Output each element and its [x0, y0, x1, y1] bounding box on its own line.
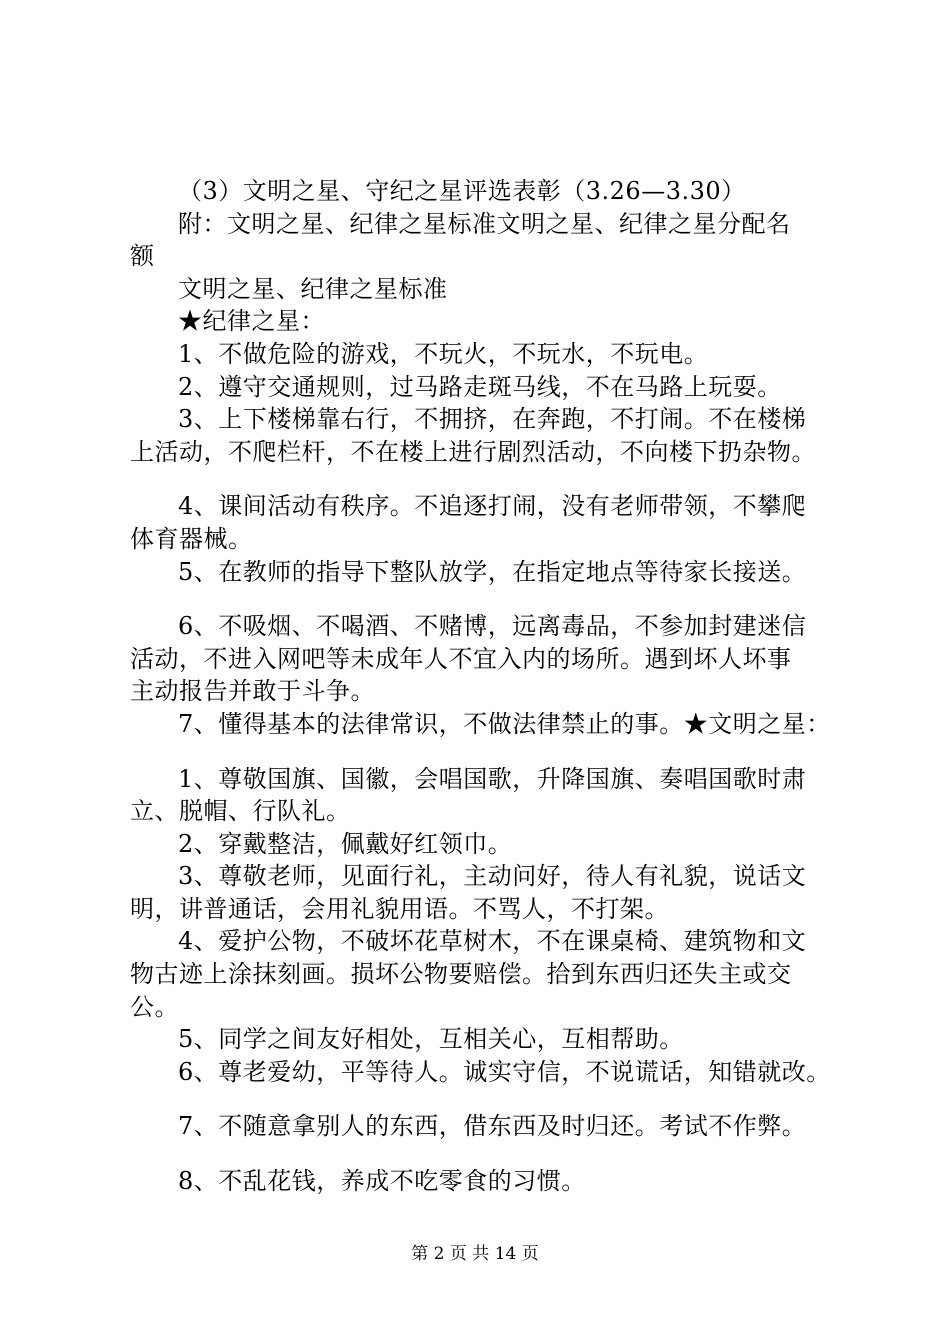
discipline-item-6-cont: 活动，不进入网吧等未成年人不宜入内的场所。遇到坏人坏事: [130, 644, 792, 673]
page-footer: 第 2 页 共 14 页: [411, 1244, 539, 1264]
paragraph-gap: [130, 1143, 845, 1165]
discipline-item-3-cont: 上活动，不爬栏杆，不在楼上进行剧烈活动，不向楼下扔杂物。: [130, 437, 816, 466]
discipline-item-3: 3、上下楼梯靠右行，不拥挤，在奔跑，不打闹。不在楼梯: [178, 405, 807, 434]
civility-item-4-cont: 公。: [130, 992, 179, 1021]
civility-item-3-cont: 明，讲普通话，会用礼貌用语。不骂人，不打架。: [130, 894, 669, 923]
section-heading: （3）文明之星、守纪之星评选表彰（3.26—3.30）: [178, 177, 746, 205]
civility-item-8: 8、不乱花钱，养成不吃零食的习惯。: [178, 1167, 586, 1196]
paragraph-gap: [130, 468, 845, 490]
civility-item-7: 7、不随意拿别人的东西，借东西及时归还。考试不作弊。: [178, 1112, 807, 1141]
civility-item-3: 3、尊敬老师，见面行礼，主动问好，待人有礼貌，说话文: [178, 862, 807, 891]
civility-item-4: 4、爱护公物，不破坏花草树木，不在课桌椅、建筑物和文: [178, 927, 807, 956]
civility-item-4-cont: 物古迹上涂抹刻画。损坏公物要赔偿。拾到东西归还失主或交: [130, 960, 792, 989]
discipline-item-7: 7、懂得基本的法律常识，不做法律禁止的事。★文明之星：: [178, 709, 831, 738]
civility-item-2: 2、穿戴整洁，佩戴好红领巾。: [178, 829, 513, 858]
discipline-item-4: 4、课间活动有秩序。不追逐打闹，没有老师带领，不攀爬: [178, 492, 807, 521]
paragraph-gap: [130, 741, 845, 763]
paragraph-gap: [130, 588, 845, 610]
discipline-item-6: 6、不吸烟、不喝酒、不赌博，远离毒品，不参加封建迷信: [178, 612, 807, 641]
discipline-item-6-cont: 主动报告并敢于斗争。: [130, 677, 375, 706]
document-body: [130, 175, 845, 1198]
discipline-star-heading: ★纪律之星：: [178, 307, 325, 336]
discipline-item-2: 2、遵守交通规则，过马路走斑马线，不在马路上玩耍。: [178, 372, 782, 401]
discipline-item-4-cont: 体育器械。: [130, 524, 253, 553]
civility-item-1: 1、尊敬国旗、国徽，会唱国歌，升降国旗、奏唱国歌时肃: [178, 764, 807, 793]
civility-item-5: 5、同学之间友好相处，互相关心，互相帮助。: [178, 1025, 684, 1054]
civility-item-1-cont: 立、脱帽、行队礼。: [130, 797, 351, 826]
paragraph-gap: [130, 1088, 845, 1110]
standards-title: 文明之星、纪律之星标准: [178, 274, 448, 303]
attachment-line-cont: 额: [130, 242, 155, 271]
discipline-item-1: 1、不做危险的游戏，不玩火，不玩水，不玩电。: [178, 339, 709, 368]
civility-item-6: 6、尊老爱幼，平等待人。诚实守信，不说谎话，知错就改。: [178, 1057, 831, 1086]
attachment-line: 附：文明之星、纪律之星标准文明之星、纪律之星分配名: [178, 209, 791, 238]
discipline-item-5: 5、在教师的指导下整队放学，在指定地点等待家长接送。: [178, 557, 807, 586]
